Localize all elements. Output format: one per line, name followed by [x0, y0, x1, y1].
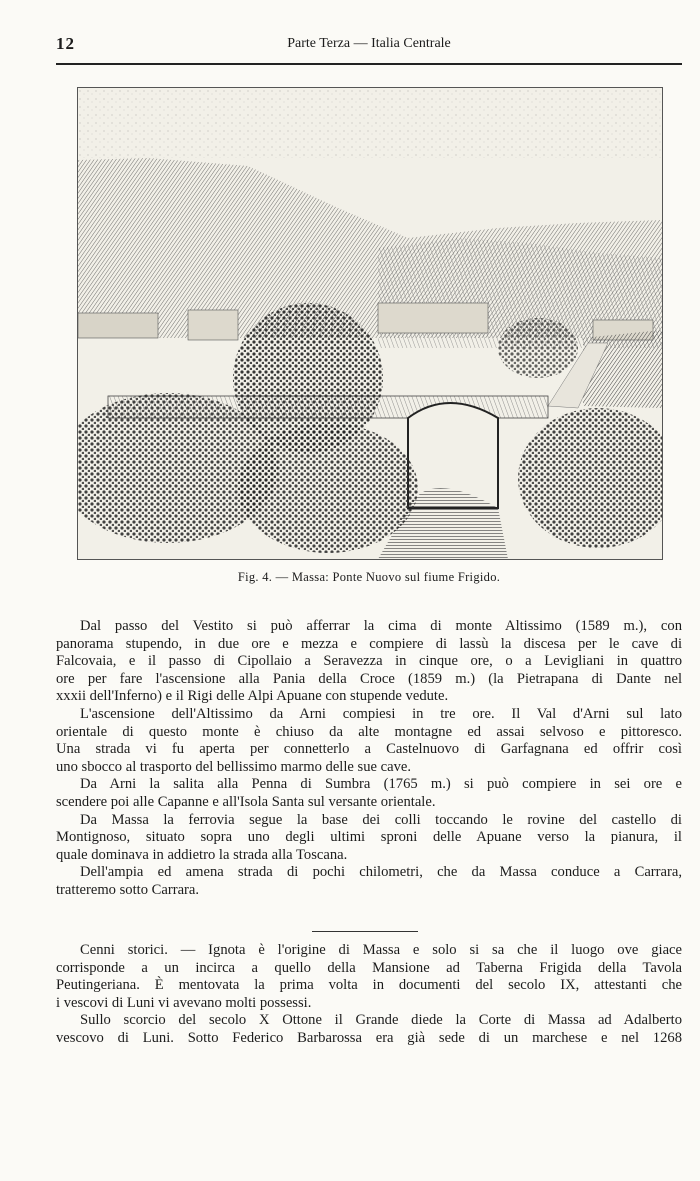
text-line: Da Arni la salita alla Penna di Sumbra (1765 m.) si può compiere in sei ore e [80, 776, 682, 793]
text-line: Sullo scorcio del secolo X Ottone il Grande diede la Corte di Massa ad Adalberto [80, 1012, 682, 1029]
text-line: Da Massa la ferrovia segue la base dei colli toccando le rovine del castello di [80, 811, 682, 828]
text-line: xxxii dell'Inferno) e il Rigi delle Alpi Apuane con stupende vedute. [56, 688, 449, 705]
text-line: Falcovaia, e il passo di Cipollaio a Seravezza in cinque ore, o a Levigliani in quattro [56, 653, 682, 670]
text-block-upper [56, 618, 682, 900]
figure-caption: Fig. 4. — Massa: Ponte Nuovo sul fiume Frigido. [237, 570, 501, 584]
text-line: Cenni storici. — Ignota è l'origine di Massa e solo si sa che il luogo ove giace [80, 942, 682, 958]
text-line: orientale di questo monte è chiuso da alte montagne ed assai selvoso e pittoresco. [56, 723, 682, 740]
text-line: uno sbocco al trasporto del bellissimo marmo delle sue cave. [56, 758, 412, 775]
text-line: panorama stupendo, in due ore e mezza e compiere di lassù la discesa per le cave di [56, 635, 682, 652]
text-line: Peutingeriana. È mentovata la prima volta in documenti del secolo IX, attestanti che [56, 977, 682, 994]
header-rule [56, 63, 682, 65]
paragraph-montignoso [56, 812, 682, 865]
paragraph-altissimo [56, 618, 682, 706]
paragraph-ottone [56, 1012, 682, 1047]
engraving-illustration [77, 87, 663, 560]
page-header [56, 34, 682, 56]
text-line: Dal passo del Vestito si può afferrar la cima di monte Altissimo (1589 m.), con [80, 618, 682, 634]
landscape-engraving [78, 88, 662, 559]
paragraph-sumbra [56, 776, 682, 811]
text-line: Una strada vi fu aperta per connetterlo a Castelnuovo di Garfagnana ed offrir così [56, 741, 682, 758]
page-number: 12 [56, 34, 75, 53]
paragraph-cenni-storici [56, 942, 682, 1012]
text-block-lower [56, 942, 682, 1048]
text-line: vescovo di Luni. Sotto Federico Barbarossa era già sede di un marchese e nel 1268 [56, 1029, 682, 1046]
text-line: scendere poi alle Capanne e all'Isola Santa sul versante orientale. [56, 793, 436, 810]
text-line: quale dominava in addietro la strada alla Toscana. [56, 846, 348, 863]
text-line: Montignoso, situato sopra uno degli ultimi sproni delle Apuane verso la pianura, il [56, 829, 682, 846]
text-line: tratteremo sotto Carrara. [56, 881, 200, 898]
text-line: ore per fare l'ascensione alla Pania della Croce (1859 m.) (la Pietrapana di Dante nel [56, 670, 682, 687]
text-line: L'ascensione dell'Altissimo da Arni compiesi in tre ore. Il Val d'Arni sul lato [80, 705, 682, 722]
text-line: i vescovi di Luni vi avevano molti possessi. [56, 994, 312, 1011]
paragraph-carrara [56, 864, 682, 899]
running-title: Parte Terza — Italia Centrale [287, 36, 451, 51]
paragraph-arni [56, 706, 682, 776]
text-line: Dell'ampia ed amena strada di pochi chilometri, che da Massa conduce a Carrara, [80, 864, 682, 881]
section-divider [312, 931, 418, 932]
text-line: corrisponde a un incirca a quello della Mansione ad Taberna Frigida della Tavola [56, 959, 682, 976]
